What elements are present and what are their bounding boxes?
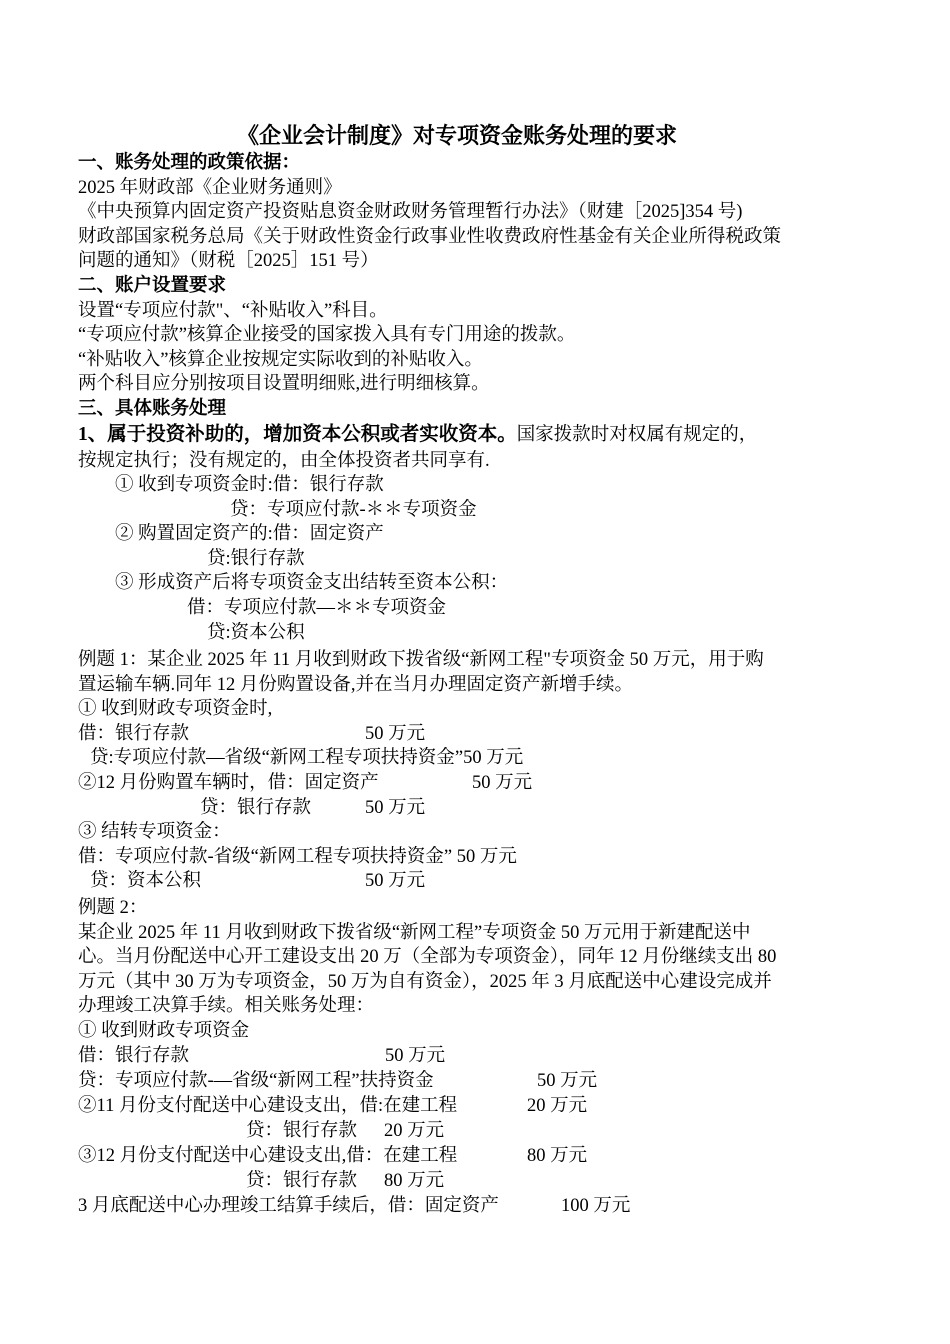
example-2-line: 某企业 2025 年 11 月收到财政下拨省级“新网工程”专项资金 50 万元用于新建配送中 <box>78 923 751 943</box>
section-heading-policy-basis: 一、账务处理的政策依据： <box>78 153 301 173</box>
example-1-line: 贷：资本公积 <box>90 871 202 891</box>
entry-line: 贷:资本公积 <box>207 623 305 643</box>
amount: 50 万元 <box>385 1046 446 1066</box>
policy-line: 问题的通知》（财税［2025］151 号） <box>78 251 379 271</box>
example-2-line: 贷：银行存款 <box>246 1171 358 1191</box>
example-2-line: 例题 2： <box>78 898 148 918</box>
point-1-bold: 1、属于投资补助的，增加资本公积或者实收资本。 <box>78 424 517 445</box>
example-2-line: ③12 月份支付配送中心建设支出,借：在建工程 <box>78 1146 458 1166</box>
example-2-line: 贷：专项应付款-—省级“新网工程”扶持资金 <box>78 1071 434 1091</box>
account-line: 设置“专项应付款"、“补贴收入”科目。 <box>78 301 388 321</box>
point-1-rest: 国家拨款时对权属有规定的， <box>516 425 758 445</box>
entry-line: ③ 形成资产后将专项资金支出结转至资本公积： <box>115 573 509 593</box>
example-1-line: 贷：银行存款 <box>200 798 312 818</box>
example-2-line: 贷：银行存款 <box>246 1121 358 1141</box>
example-1-line: ① 收到财政专项资金时, <box>78 699 273 719</box>
policy-line: 财政部国家税务总局《关于财政性资金行政事业性收费政府性基金有关企业所得税政策 <box>78 227 782 247</box>
entry-line: 借：专项应付款—＊＊专项资金 <box>187 598 447 618</box>
amount: 100 万元 <box>561 1196 631 1216</box>
point-1 <box>78 423 757 447</box>
entry-line: ① 收到专项资金时:借：银行存款 <box>115 475 384 495</box>
example-2-line: ① 收到财政专项资金 <box>78 1021 250 1041</box>
amount: 50 万元 <box>365 871 426 891</box>
example-2-line: 心。当月份配送中心开工建设支出 20 万（全部为专项资金），同年 12 月份继续支出 80 <box>78 947 777 967</box>
entry-line: ② 购置固定资产的:借：固定资产 <box>115 524 384 544</box>
example-2-line: 借：银行存款 <box>78 1046 190 1066</box>
point-1-continued: 按规定执行；没有规定的，由全体投资者共同享有. <box>78 451 490 471</box>
example-1-line: ③ 结转专项资金： <box>78 822 231 842</box>
amount: 50 万元 <box>365 724 426 744</box>
example-2-line: ②11 月份支付配送中心建设支出，借:在建工程 <box>78 1096 458 1116</box>
amount: 80 万元 <box>384 1171 445 1191</box>
amount: 50 万元 <box>472 773 533 793</box>
entry-line: 贷：专项应付款-＊＊专项资金 <box>230 500 477 520</box>
example-2-line: 办理竣工决算手续。相关账务处理： <box>78 996 375 1016</box>
example-1-line: ②12 月份购置车辆时，借：固定资产 <box>78 773 379 793</box>
amount: 20 万元 <box>527 1096 588 1116</box>
entry-line: 贷:银行存款 <box>207 549 305 569</box>
example-1-line: 置运输车辆.同年 12 月份购置设备,并在当月办理固定资产新增手续。 <box>78 675 634 695</box>
policy-line: 《中央预算内固定资产投资贴息资金财政财务管理暂行办法》（财建［2025]354 号) <box>78 202 743 222</box>
amount: 80 万元 <box>527 1146 588 1166</box>
example-1-line: 例题 1：某企业 2025 年 11 月收到财政下拨省级“新网工程"专项资金 50 万元，用于购 <box>78 650 764 670</box>
amount: 50 万元 <box>365 798 426 818</box>
account-line: 两个科目应分别按项目设置明细账,进行明细核算。 <box>78 374 490 394</box>
example-2-line: 万元（其中 30 万为专项资金，50 万为自有资金），2025 年 3 月底配送中心建设完成并 <box>78 972 772 992</box>
example-1-line: 贷:专项应付款—省级“新网工程专项扶持资金”50 万元 <box>90 748 524 768</box>
amount: 20 万元 <box>384 1121 445 1141</box>
policy-line: 2025 年财政部《企业财务通则》 <box>78 178 342 198</box>
section-heading-account-setup: 二、账户设置要求 <box>78 276 227 296</box>
example-1-line: 借：银行存款 <box>78 724 190 744</box>
amount: 50 万元 <box>537 1071 598 1091</box>
document-title: 《企业会计制度》对专项资金账务处理的要求 <box>237 123 678 148</box>
section-heading-accounting-treatment: 三、具体账务处理 <box>78 399 227 419</box>
example-1-line: 借：专项应付款-省级“新网工程专项扶持资金” 50 万元 <box>78 847 517 867</box>
account-line: “补贴收入”核算企业按规定实际收到的补贴收入。 <box>78 350 483 370</box>
account-line: “专项应付款”核算企业接受的国家拨入具有专门用途的拨款。 <box>78 325 576 345</box>
example-2-line: 3 月底配送中心办理竣工结算手续后，借：固定资产 <box>78 1196 499 1216</box>
